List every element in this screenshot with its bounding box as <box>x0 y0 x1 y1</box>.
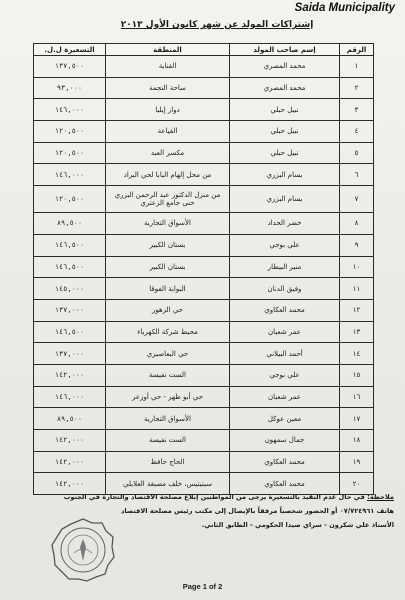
subscriptions-table <box>33 43 374 495</box>
table-row <box>34 213 374 235</box>
row-region: حي أبو ظهر - حي أوزعر <box>106 386 230 408</box>
row-price: ١٤٥,٠٠٠ <box>34 278 106 300</box>
header-owner: إسم صاحب المولد <box>230 44 340 56</box>
header-price: التسعيرة ل.ل. <box>34 44 106 56</box>
document-title: إشتراكات المولد عن شهر كانون الأول ٢٠١٣ <box>120 20 314 30</box>
note-line-2: هاتف ٠٧/٧٢٤٩٦١ أو الحضور شخصياً مرفقاً بالإيصال إلى مكتب رئيس مصلحة الاقتصاد <box>120 507 394 515</box>
row-region: محيط شركة الكهرباء <box>106 321 230 343</box>
row-num: ١ <box>340 56 374 78</box>
row-owner: وفيق الدنان <box>230 278 340 300</box>
row-num: ٤ <box>340 121 374 143</box>
row-region: دوار إيليا <box>106 99 230 121</box>
table-row <box>34 343 374 365</box>
row-region: من محل إلهام البابا لحي البراد <box>106 164 230 186</box>
table-row <box>34 164 374 186</box>
row-region: البوابة الفوقا <box>106 278 230 300</box>
row-num: ١٥ <box>340 364 374 386</box>
row-num: ٢ <box>340 77 374 99</box>
row-owner: نبيل حبلي <box>230 142 340 164</box>
table-row <box>34 408 374 430</box>
row-region: الحاج حافظ <box>106 451 230 473</box>
row-price: ١٤٦,٥٠٠ <box>34 256 106 278</box>
row-num: ١٨ <box>340 430 374 452</box>
row-region: ساحة النجمة <box>106 77 230 99</box>
table-row <box>34 430 374 452</box>
row-num: ١١ <box>340 278 374 300</box>
row-region: حي البعاصيري <box>106 343 230 365</box>
row-owner: منير البيطار <box>230 256 340 278</box>
row-owner: محمد العكاوي <box>230 451 340 473</box>
row-num: ٦ <box>340 164 374 186</box>
row-price: ١٤٦,٥٠٠ <box>34 321 106 343</box>
row-owner: معين عوكل <box>230 408 340 430</box>
row-price: ١٢٠,٥٠٠ <box>34 186 106 213</box>
row-price: ١٤٦,٥٠٠ <box>34 234 106 256</box>
row-owner: جمال سمهون <box>230 430 340 452</box>
row-price: ١٣٧,٥٠٠ <box>34 56 106 78</box>
table-body <box>34 56 374 495</box>
row-owner: أحمد البيلاني <box>230 343 340 365</box>
row-price: ١٤٢,٠٠٠ <box>34 473 106 495</box>
table-row <box>34 142 374 164</box>
row-price: ١٣٧,٠٠٠ <box>34 299 106 321</box>
row-owner: نبيل حبلي <box>230 99 340 121</box>
row-region: الأسواق التجارية <box>106 408 230 430</box>
row-region: الست نفيسة <box>106 364 230 386</box>
table-row <box>34 278 374 300</box>
row-price: ١٤٢,٠٠٠ <box>34 430 106 452</box>
row-price: ٨٩,٥٠٠ <box>34 213 106 235</box>
table-header-row <box>34 44 374 56</box>
row-region: القياعة <box>106 121 230 143</box>
row-region: سينيتيس، خلف مصبغة العلايلي <box>106 473 230 495</box>
row-price: ١٤٦,٠٠٠ <box>34 164 106 186</box>
row-region: بستان الكبير <box>106 256 230 278</box>
table-row <box>34 321 374 343</box>
table-row <box>34 364 374 386</box>
row-region: بستان الكبير <box>106 234 230 256</box>
row-num: ١٩ <box>340 451 374 473</box>
row-owner: محمد المصري <box>230 56 340 78</box>
row-owner: نبيل حبلي <box>230 121 340 143</box>
row-owner: محمد المصري <box>230 77 340 99</box>
table-row <box>34 77 374 99</box>
row-owner: بسام البزري <box>230 164 340 186</box>
row-owner: محمد العكاوي <box>230 473 340 495</box>
note-line-1 <box>12 490 394 504</box>
row-owner: محمد العكاوي <box>230 299 340 321</box>
row-num: ١٧ <box>340 408 374 430</box>
row-num: ٥ <box>340 142 374 164</box>
row-region: حي الزهور <box>106 299 230 321</box>
table-row <box>34 121 374 143</box>
row-num: ٧ <box>340 186 374 213</box>
table-row <box>34 234 374 256</box>
row-num: ٩ <box>340 234 374 256</box>
table-row <box>34 186 374 213</box>
row-region: مكسر العبد <box>106 142 230 164</box>
note-line-3: الأستاذ علي شكرون - سراي صيدا الحكومي - الطابق الثاني. <box>201 521 394 529</box>
table-row <box>34 256 374 278</box>
row-num: ١٤ <box>340 343 374 365</box>
row-price: ١٢٠,٥٠٠ <box>34 142 106 164</box>
row-num: ١٣ <box>340 321 374 343</box>
row-price: ١٤٦,٠٠٠ <box>34 386 106 408</box>
note-label: ملاحظة: <box>367 493 394 501</box>
row-region: الست نفيسة <box>106 430 230 452</box>
row-price: ١٤٦,٠٠٠ <box>34 99 106 121</box>
table-row <box>34 56 374 78</box>
table-row <box>34 299 374 321</box>
table-row <box>34 99 374 121</box>
row-num: ٨ <box>340 213 374 235</box>
row-price: ١٤٢,٠٠٠ <box>34 451 106 473</box>
row-owner: علي بوجي <box>230 234 340 256</box>
row-price: ١٤٢,٠٠٠ <box>34 364 106 386</box>
row-price: ٨٩,٥٠٠ <box>34 408 106 430</box>
row-num: ٢٠ <box>340 473 374 495</box>
row-owner: علي بوجي <box>230 364 340 386</box>
row-price: ٩٣,٠٠٠ <box>34 77 106 99</box>
table-row <box>34 451 374 473</box>
row-region: من منزل الدكتور عبد الرحمن البزري حتى جامع الزعتري <box>106 186 230 213</box>
row-num: ١٦ <box>340 386 374 408</box>
official-stamp <box>50 517 116 583</box>
row-owner: عمر شعبان <box>230 321 340 343</box>
row-price: ١٢٠,٥٠٠ <box>34 121 106 143</box>
row-region: الأسواق التجارية <box>106 213 230 235</box>
row-owner: خضر الحداد <box>230 213 340 235</box>
brand-header: Saida Municipality <box>294 2 395 14</box>
note-text-1: في حال عدم التقيد بالتسعيرة يرجى من المواطنين إبلاغ مصلحة الاقتصاد والتجارة في الجنوب <box>63 493 365 501</box>
header-num: الرقم <box>340 44 374 56</box>
row-owner: عمر شعبان <box>230 386 340 408</box>
table-row <box>34 386 374 408</box>
page-footer: Page 1 of 2 <box>182 582 223 591</box>
row-price: ١٣٧,٠٠٠ <box>34 343 106 365</box>
row-region: القناية <box>106 56 230 78</box>
header-region: المنطقة <box>106 44 230 56</box>
row-num: ١٠ <box>340 256 374 278</box>
row-owner: بسام البزري <box>230 186 340 213</box>
row-num: ١٢ <box>340 299 374 321</box>
row-num: ٣ <box>340 99 374 121</box>
